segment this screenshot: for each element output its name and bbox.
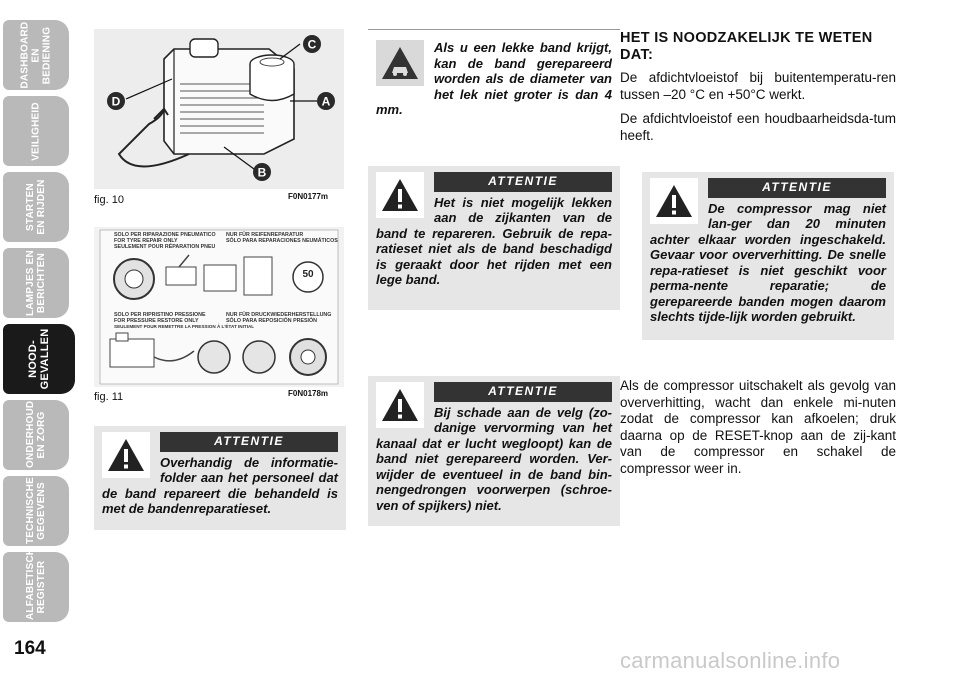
tab-technische[interactable] bbox=[3, 476, 69, 546]
compressor-drawing bbox=[94, 29, 344, 189]
warning-text: Overhandig de informatie-folder aan het personeel dat de band repareert die behandeld is met de bandenreparatieset. bbox=[102, 454, 338, 516]
right-column-bottom bbox=[620, 378, 896, 485]
warning-triangle-icon bbox=[650, 178, 698, 224]
tab-dashboard[interactable] bbox=[3, 20, 69, 90]
tab-label: LAMPJES EN BERICHTEN bbox=[25, 250, 47, 316]
label-line: NUR FÜR DRUCKWIEDERHERSTELLUNG bbox=[226, 312, 332, 318]
fig10-code: F0N0177m bbox=[288, 192, 329, 201]
warning-text: Het is niet mogelijk lekken aan de zijkanten van de band te repareren. Gebruik de repa-ratieset niet als de band beschadigd is geraakt door het rijden met een lege band. bbox=[376, 194, 612, 287]
warning-text: De compressor mag niet lan-ger dan 20 minuten achter elkaar worden ingeschakeld. Gevaar voor oververhitting. De snelle repa-ratieset is niet geschikt voor perma-nente reparatie; de gerepareerde banden mogen daarom slechts tijde-lijk worden gebruikt. bbox=[650, 200, 886, 324]
label-c: C bbox=[307, 37, 317, 52]
warning-text: Als u een lekke band krijgt, kan de band gerepareerd worden als de diameter van het lek niet groter is dan 4 mm. bbox=[376, 40, 612, 117]
warning-triangle-icon bbox=[376, 382, 424, 428]
label-line: FOR PRESSURE RESTORE ONLY bbox=[114, 318, 199, 324]
label-line: SÓLO PARA REPOSICIÓN PRESIÓN bbox=[226, 318, 317, 324]
tab-label: VEILIGHEID bbox=[30, 101, 42, 161]
label-line: NUR FÜR REIFENREPARATUR bbox=[226, 232, 304, 238]
tab-lampjes[interactable] bbox=[3, 248, 69, 318]
label-line: SEULEMENT POUR RÉPARATION PNEU bbox=[114, 244, 216, 250]
tab-starten[interactable] bbox=[3, 172, 69, 242]
attentie-banner: ATTENTIE bbox=[160, 432, 338, 452]
section-heading: HET IS NOODZAKELIJK TE WETEN DAT: bbox=[620, 30, 873, 63]
tab-label: ALFABETISCH REGISTER bbox=[25, 547, 47, 620]
paragraph: De afdichtvloeistof bij buitentemperatu-ren tussen –20 °C en +50°C werkt. bbox=[620, 70, 896, 102]
warning-sides bbox=[368, 166, 620, 310]
label-d: D bbox=[111, 94, 121, 109]
attentie-banner: ATTENTIE bbox=[434, 172, 612, 192]
tab-noodgevallen[interactable] bbox=[3, 324, 75, 394]
tab-onderhoud[interactable] bbox=[3, 400, 69, 470]
tab-label: STARTEN EN RIJDEN bbox=[25, 179, 47, 235]
label-line: SÓLO PARA REPARACIONES NEUMÁTICOS bbox=[226, 238, 338, 244]
warning-text: Bij schade aan de velg (zo-danige vervorming van het kanaal dat er lucht wegloopt) kan de band niet gerepareerd worden. Ver-wijder de eventueel in de band bin-nengedrongen voorwerpen (schroe-ven of spijkers) niet. bbox=[376, 404, 612, 513]
tab-register[interactable] bbox=[3, 547, 69, 622]
attentie-banner: ATTENTIE bbox=[434, 382, 612, 402]
info-label-drawing bbox=[94, 227, 344, 387]
label-line: SOLO PER RIPRISTINO PRESSIONE bbox=[114, 312, 206, 318]
label-line: SEULEMENT POUR REMETTRE LA PRESSION À L'ÉTAT INITIAL bbox=[114, 324, 255, 329]
divider bbox=[368, 29, 620, 30]
gauge-value: 50 bbox=[302, 269, 314, 280]
label-line: FOR TYRE REPAIR ONLY bbox=[114, 238, 178, 244]
tab-label: DASHBOARD EN BEDIENING bbox=[19, 21, 53, 88]
watermark: carmanualsonline.info bbox=[620, 648, 841, 673]
fig11-code: F0N0178m bbox=[288, 389, 329, 398]
right-column bbox=[620, 30, 896, 152]
warning-folder bbox=[94, 426, 346, 530]
label-b: B bbox=[257, 165, 267, 180]
paragraph: De afdichtvloeistof een houdbaarheidsda-tum heeft. bbox=[620, 111, 896, 143]
page-number: 164 bbox=[14, 638, 46, 659]
figure-compressor bbox=[94, 29, 344, 189]
fig11-caption: fig. 11 bbox=[94, 391, 124, 403]
figure-info-label bbox=[94, 227, 344, 387]
warning-triangle-icon bbox=[376, 172, 424, 218]
attentie-banner: ATTENTIE bbox=[708, 178, 886, 198]
warning-rim bbox=[368, 376, 620, 526]
label-line: SOLO PER RIPARAZIONE PNEUMATICO bbox=[114, 232, 216, 238]
tab-veiligheid[interactable] bbox=[3, 96, 69, 166]
road-warning-icon bbox=[376, 40, 424, 86]
fig10-caption: fig. 10 bbox=[94, 194, 124, 206]
tab-label: ONDERHOUD EN ZORG bbox=[25, 400, 47, 468]
warning-road bbox=[368, 34, 620, 116]
warning-compressor bbox=[642, 172, 894, 340]
warning-triangle-icon bbox=[102, 432, 150, 478]
tab-label: TECHNISCHE GEGEVENS bbox=[25, 476, 47, 544]
paragraph: Als de compressor uitschakelt als gevolg van oververhitting, wacht dan enkele mi-nuten zodat de compressor kan afkoelen; druk daarna op de RESET-knop aan de zij-kant van de compressor en schakel de compressor weer in. bbox=[620, 378, 896, 476]
tab-label: NOOD- GEVALLEN bbox=[27, 328, 51, 390]
label-a: A bbox=[321, 94, 331, 109]
